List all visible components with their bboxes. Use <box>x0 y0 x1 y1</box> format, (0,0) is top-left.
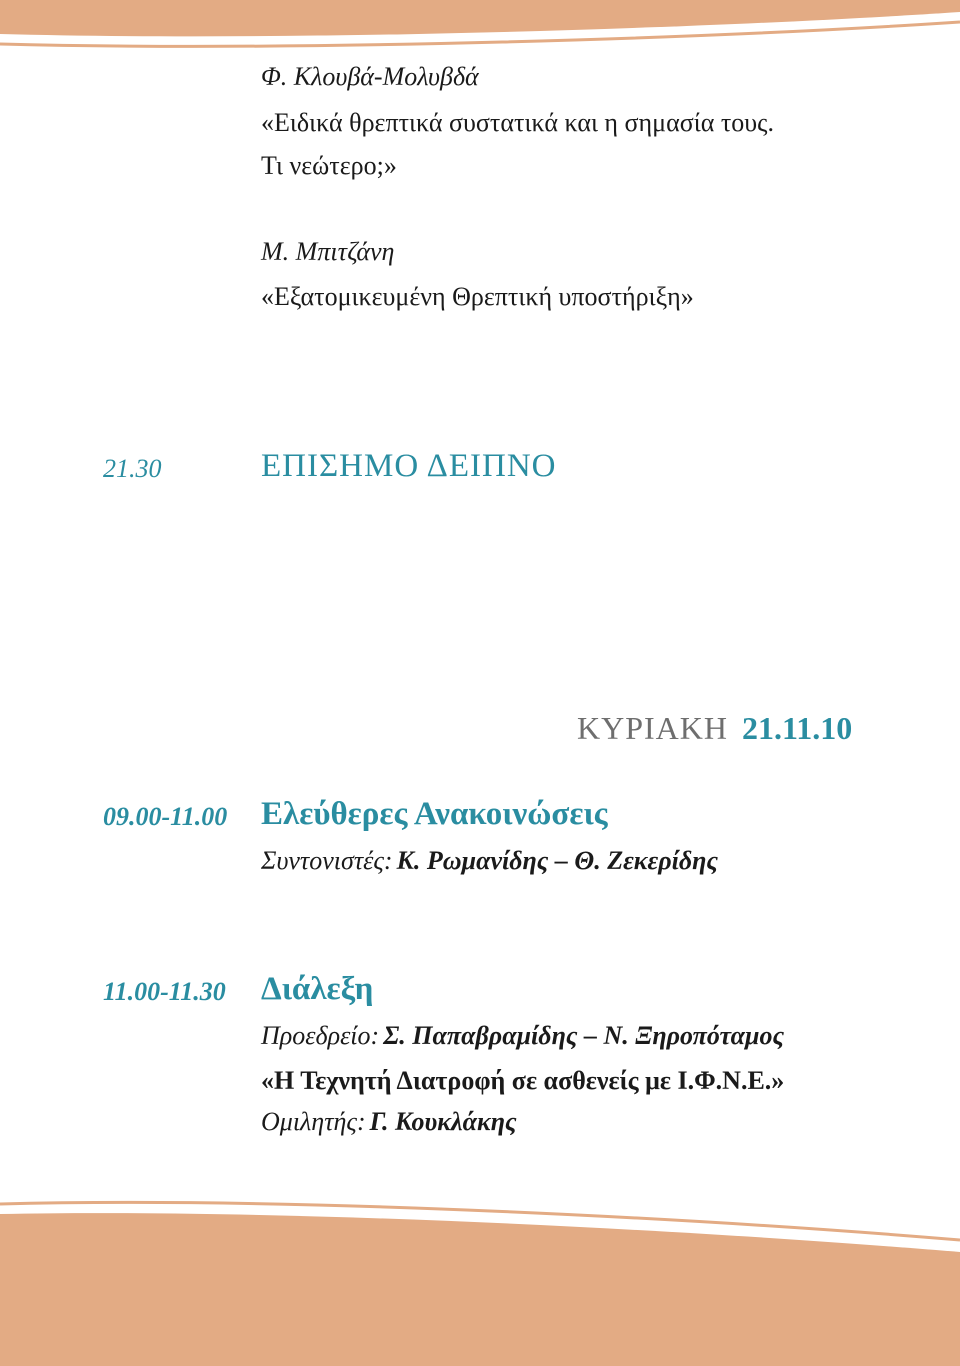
session1-chairs <box>261 846 718 876</box>
session1-names: Κ. Ρωμανίδης – Θ. Ζεκερίδης <box>396 846 719 875</box>
talk1-title-line1: «Ειδικά θρεπτικά συστατικά και η σημασία τους. <box>261 108 774 137</box>
session2-names: Σ. Παπαβραμίδης – Ν. Ξηροπόταμος <box>383 1021 785 1050</box>
talk2-title-line1: «Εξατομικευμένη Θρεπτική υποστήριξη» <box>261 282 694 311</box>
dinner-time: 21.30 <box>103 454 162 483</box>
session1-role-label: Συντονιστές: <box>261 846 393 875</box>
session1-time: 09.00-11.00 <box>103 802 228 831</box>
session2-title: Διάλεξη <box>261 971 374 1007</box>
talk1-speaker: Φ. Κλουβά-Μολυβδά <box>261 62 479 91</box>
session2-time: 11.00-11.30 <box>103 977 226 1006</box>
session2-chairs <box>261 1021 784 1051</box>
talk1-title-line2: Τι νεώτερο;» <box>261 151 397 180</box>
day-header <box>577 710 852 747</box>
day-name: ΚΥΡΙΑΚΗ <box>577 710 728 746</box>
session2-speaker <box>261 1107 517 1137</box>
bottom-band <box>0 1213 960 1366</box>
session2-speaker-label: Ομιλητής: <box>261 1107 366 1136</box>
session2-speaker-name: Γ. Κουκλάκης <box>369 1107 517 1136</box>
talk2-speaker: Μ. Μπιτζάνη <box>261 237 395 266</box>
session2-lecture-title: «Η Τεχνητή Διατροφή σε ασθενείς με Ι.Φ.Ν.Ε.» <box>261 1066 785 1095</box>
session2-role-label: Προεδρείο: <box>261 1021 380 1050</box>
session1-title: Ελεύθερες Ανακοινώσεις <box>261 796 608 832</box>
day-date: 21.11.10 <box>742 710 853 746</box>
dinner-title: ΕΠΙΣΗΜΟ ΔΕΙΠΝΟ <box>261 448 557 484</box>
